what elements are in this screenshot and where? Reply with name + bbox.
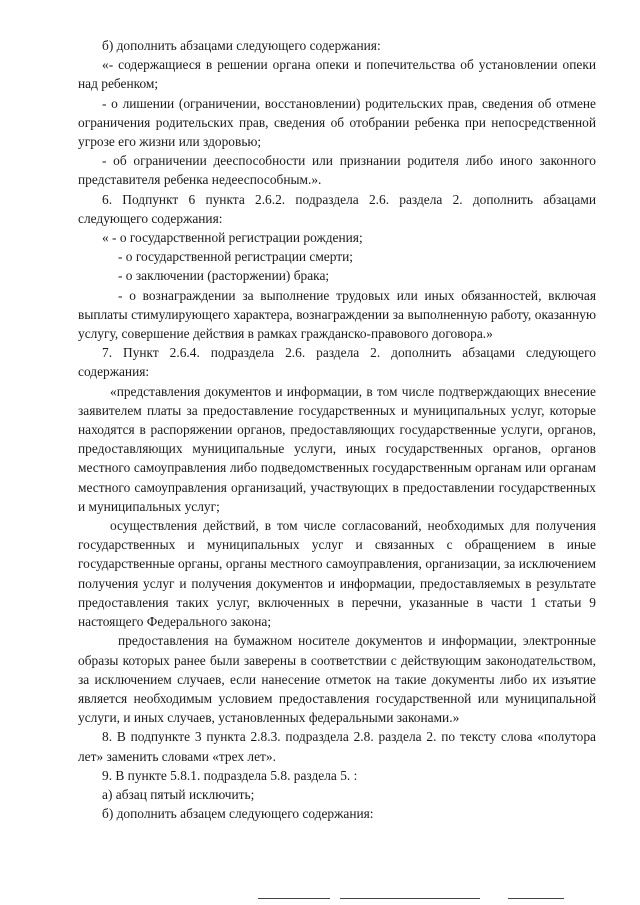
paragraph: «- содержащиеся в решении органа опеки и попечительства об установлении опеки над ребенком; [78,57,596,92]
paragraph: 9. В пункте 5.8.1. подраздела 5.8. раздела 5. : [102,767,358,783]
paragraph: б) дополнить абзацами следующего содержания: [102,38,381,53]
paragraph: - о заключении (расторжении) брака; [118,268,330,284]
footer-divider [340,898,480,899]
paragraph: « - о государственной регистрации рождения; [102,230,363,246]
paragraph: предоставления на бумажном носителе документов и информации, электронные образы которых ранее были заверены в соответствии с действующим законодательством, за исключением случаев, если нанесение отметок на такие документы либо их изъятие является необходимым условием предоставления государственной или муниципальной услуги, и иных случаев, установленных федеральными законами.» [78,633,596,726]
footer-divider [508,898,564,899]
paragraph: - о вознаграждении за выполнение трудовых или иных обязанностей, включая выплаты стимулирующего характера, вознаграждении за выполненную работу, оказанную услугу, совершение действия в рамках гражданско-правового договора.» [78,287,596,342]
paragraph: 8. В подпункте 3 пункта 2.8.3. подраздела 2.8. раздела 2. по тексту слова «полутора лет» заменить словами «трех лет». [78,729,596,764]
paragraph: - об ограничении дееспособности или признании родителя либо иного законного представителя ребенка недееспособным.». [78,153,596,188]
paragraph: б) дополнить абзацем следующего содержания: [102,806,374,822]
paragraph: осуществления действий, в том числе согласований, необходимых для получения государственных и муниципальных услуг и связанных с обращением в иные государственные органы, органы местного самоуправления, организации, за исключением получения услуг и получения документов и информации, предоставляемых в результате предоставления таких услуг, включенных в перечни, указанные в части 1 статьи 9 настоящего Федерального закона; [78,518,596,630]
paragraph: - о государственной регистрации смерти; [118,249,353,265]
paragraph: а) абзац пятый исключить; [102,786,255,802]
footer-divider [258,898,330,899]
paragraph: 6. Подпункт 6 пункта 2.6.2. подраздела 2.6. раздела 2. дополнить абзацами следующего содержания: [78,191,596,226]
paragraph: - о лишении (ограничении, восстановлении) родительских прав, сведения об отмене ограничения родительских прав, сведения об отобрании ребенка при непосредственной угрозе его жизни или здоровью; [78,95,596,150]
document-body [78,36,596,823]
paragraph: «представления документов и информации, в том числе подтверждающих внесение заявителем платы за предоставление государственных и муниципальных услуг, которые находятся в распоряжении органов, предоставляющих государственные услуги, органов, предоставляющих муниципальные услуги, иных государственных органов, органов местного самоуправления либо подведомственных государственным органам или органам местного самоуправления организаций, участвующих в предоставлении государственных и муниципальных услуг; [78,383,596,514]
paragraph: 7. Пункт 2.6.4. подраздела 2.6. раздела 2. дополнить абзацами следующего содержания: [78,345,596,380]
